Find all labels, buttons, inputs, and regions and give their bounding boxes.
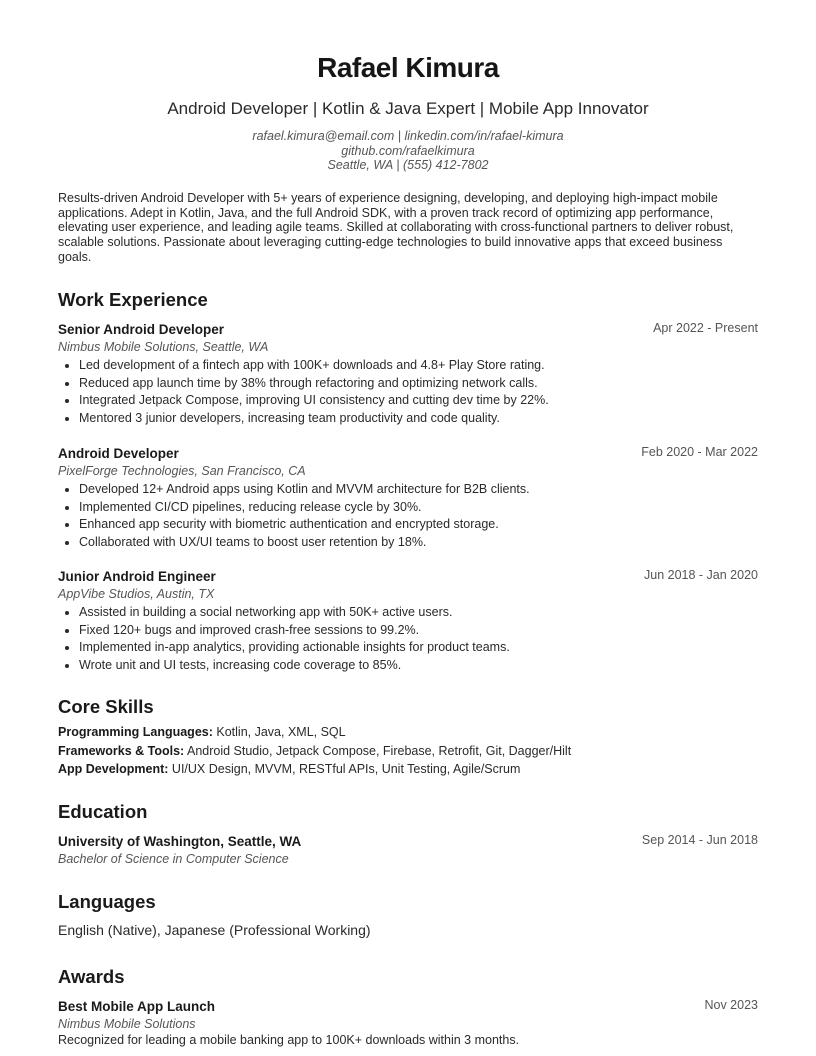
job-dates: Jun 2018 - Jan 2020 (644, 568, 758, 582)
section-title-awards: Awards (58, 966, 125, 987)
award-description: Recognized for leading a mobile banking app to 100K+ downloads within 3 months. (58, 1033, 520, 1047)
skill-value: Android Studio, Jetpack Compose, Firebase, Retrofit, Git, Dagger/Hilt (186, 743, 572, 758)
job-title: Android Developer (58, 446, 179, 461)
skill-row (58, 742, 758, 761)
school-name: University of Washington, Seattle, WA (58, 834, 302, 849)
job-company: Nimbus Mobile Solutions, Seattle, WA (58, 340, 269, 354)
award-date: Nov 2023 (704, 998, 758, 1012)
job-company: PixelForge Technologies, San Francisco, CA (58, 464, 306, 478)
award-org: Nimbus Mobile Solutions (58, 1017, 196, 1031)
job-bullet: • Fixed 120+ bugs and improved crash-free sessions to 99.2%. (79, 622, 758, 640)
skill-row (58, 760, 758, 779)
languages-list: English (Native), Japanese (Professional Working) (58, 922, 371, 938)
job-title: Senior Android Developer (58, 322, 225, 337)
job-bullet: • Implemented in-app analytics, providing actionable insights for product teams. (79, 639, 758, 657)
contact-location-phone: Seattle, WA | (555) 412-7802 (327, 158, 489, 172)
skill-row (58, 723, 758, 742)
job-title: Junior Android Engineer (58, 569, 216, 584)
section-title-core-skills: Core Skills (58, 696, 154, 717)
candidate-headline: Android Developer | Kotlin & Java Expert | Mobile App Innovator (167, 99, 649, 118)
job-bullet: • Wrote unit and UI tests, increasing code coverage to 85%. (79, 657, 758, 675)
job-bullets (58, 604, 758, 674)
job-bullet: • Developed 12+ Android apps using Kotlin and MVVM architecture for B2B clients. (79, 481, 758, 499)
degree: Bachelor of Science in Computer Science (58, 852, 289, 866)
job-bullet: • Reduced app launch time by 38% through refactoring and optimizing network calls. (79, 375, 758, 393)
job-bullet: • Mentored 3 junior developers, increasing team productivity and code quality. (79, 410, 758, 428)
section-title-work-experience: Work Experience (58, 289, 208, 310)
job-dates: Apr 2022 - Present (653, 321, 758, 335)
education-dates: Sep 2014 - Jun 2018 (641, 833, 758, 847)
job-bullet: • Integrated Jetpack Compose, improving UI consistency and cutting dev time by 22%. (79, 392, 758, 410)
skill-label: Programming Languages: (58, 725, 213, 739)
education-entry (58, 833, 758, 868)
award-entry (58, 998, 758, 1048)
experience-entry-2 (58, 445, 758, 551)
job-bullet: • Implemented CI/CD pipelines, reducing release cycle by 30%. (79, 499, 758, 517)
job-dates: Feb 2020 - Mar 2022 (641, 445, 758, 459)
contact-github: github.com/rafaelkimura (341, 144, 475, 158)
skill-label: Frameworks & Tools: (58, 743, 185, 758)
experience-entry-1 (58, 321, 758, 427)
skill-value: UI/UX Design, MVVM, RESTful APIs, Unit Testing, Agile/Scrum (171, 762, 521, 777)
professional-summary: Results-driven Android Developer with 5+ years of experience designing, developing, and deploying high-impact mobile applications. Adept in Kotlin, Java, and the full Android SDK, with a proven track record of optimizing app performance, elevating user experience, and leading agile teams. Skilled at collaborating with cross-functional partners to deliver robust, scalable solutions. Passionate about leveraging cutting-edge technologies to build innovative apps that exceed business goals. (58, 191, 734, 264)
job-bullet: • Led development of a fintech app with 100K+ downloads and 4.8+ Play Store rating. (79, 357, 758, 375)
section-title-education: Education (58, 801, 148, 822)
skills-list (58, 723, 758, 779)
job-bullet: • Enhanced app security with biometric authentication and encrypted storage. (79, 516, 758, 534)
skill-label: App Development: (58, 762, 169, 777)
job-bullet: • Assisted in building a social networking app with 50K+ active users. (79, 604, 758, 622)
job-bullet: • Collaborated with UX/UI teams to boost user retention by 18%. (79, 534, 758, 552)
job-bullets (58, 357, 758, 427)
experience-entry-3 (58, 568, 758, 674)
job-company: AppVibe Studios, Austin, TX (58, 587, 215, 601)
skill-value: Kotlin, Java, XML, SQL (216, 725, 346, 739)
contact-email-linkedin: rafael.kimura@email.com | linkedin.com/in/rafael-kimura (252, 129, 564, 143)
candidate-name: Rafael Kimura (317, 52, 499, 83)
job-bullets (58, 481, 758, 551)
section-title-languages: Languages (58, 891, 156, 912)
award-title: Best Mobile App Launch (58, 999, 216, 1014)
